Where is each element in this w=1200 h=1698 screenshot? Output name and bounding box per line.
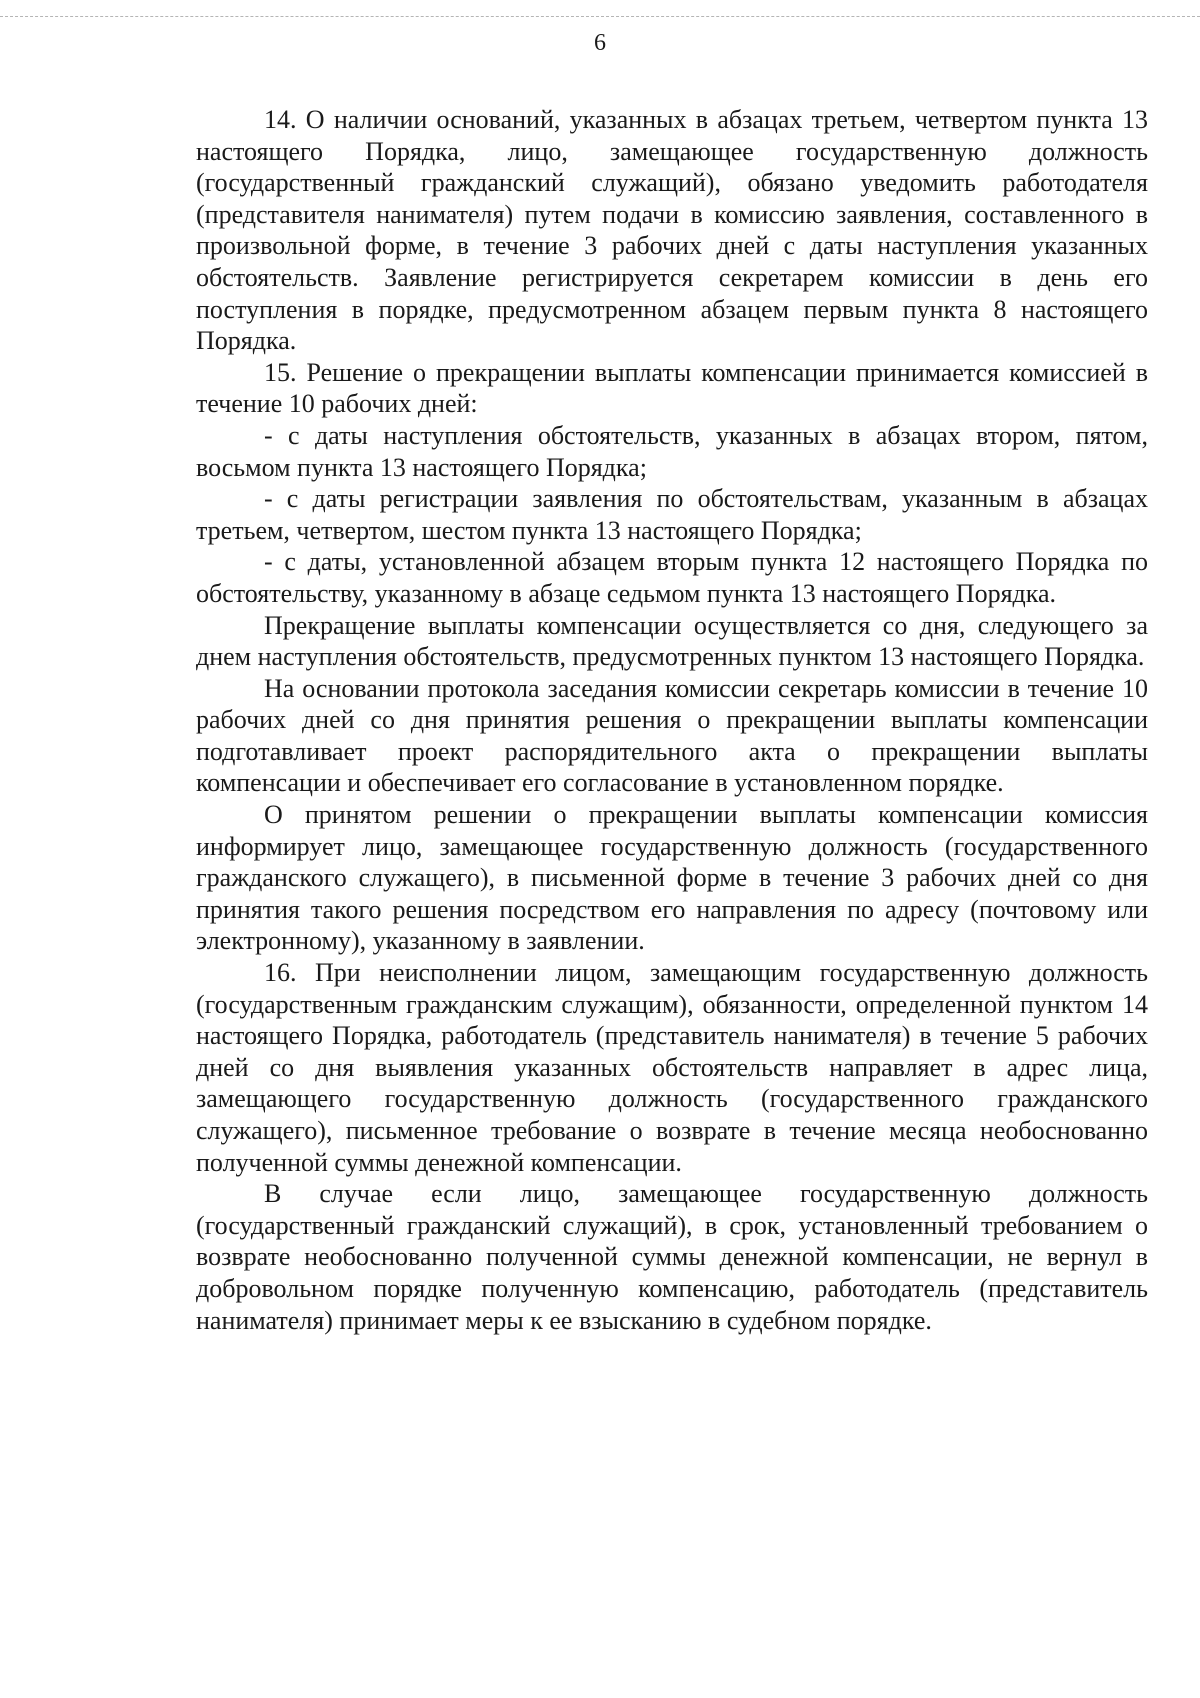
paragraph-protocol: На основании протокола заседания комиссии секретарь комиссии в течение 10 рабочих дней со дня принятия решения о прекращении выплаты компенсации подготавливает проект распорядительного акта о прекращении выплаты компенсации и обеспечивает его согласование в установленном порядке. (196, 673, 1148, 798)
scan-edge-line (0, 16, 1200, 17)
paragraph-termination-date: Прекращение выплаты компенсации осуществляется со дня, следующего за днем наступления обстоятельств, предусмотренных пунктом 13 настоящего Порядка. (196, 610, 1148, 672)
paragraph-15-item-1: - с даты наступления обстоятельств, указанных в абзацах втором, пятом, восьмом пункта 13 настоящего Порядка; (196, 420, 1148, 482)
paragraph-16: 16. При неисполнении лицом, замещающим государственную должность (государственным гражданским служащим), обязанности, определенной пунктом 14 настоящего Порядка, работодатель (представитель нанимателя) в течение 5 рабочих дней со дня выявления указанных обстоятельств направляет в адрес лица, замещающего государственную должность (государственного гражданского служащего), письменное требование о возврате в течение месяца необоснованно полученной суммы денежной компенсации. (196, 958, 1148, 1177)
paragraph-14: 14. О наличии оснований, указанных в абзацах третьем, четвертом пункта 13 настоящего Порядка, лицо, замещающее государственную должность (государственный гражданский служащий), обязано уведомить работодателя (представителя нанимателя) путем подачи в комиссию заявления, составленного в произвольной форме, в течение 3 рабочих дней с даты наступления указанных обстоятельств. Заявление регистрируется секретарем комиссии в день его поступления в порядке, предусмотренном абзацем первым пункта 8 настоящего Порядка. (196, 105, 1148, 356)
paragraph-15: 15. Решение о прекращении выплаты компенсации принимается комиссией в течение 10 рабочих дней: (196, 357, 1148, 419)
paragraph-15-item-3: - с даты, установленной абзацем вторым пункта 12 настоящего Порядка по обстоятельству, указанному в абзаце седьмом пункта 13 настоящего Порядка. (196, 547, 1148, 608)
paragraph-notification: О принятом решении о прекращении выплаты компенсации комиссия информирует лицо, замещающее государственную должность (государственного гражданского служащего), в письменной форме в течение 3 рабочих дней со дня принятия такого решения посредством его направления по адресу (почтовому или электронному), указанному в заявлении. (196, 800, 1148, 956)
page-number: 6 (594, 30, 606, 56)
paragraph-court-recovery: В случае если лицо, замещающее государственную должность (государственный гражданский служащий), в срок, установленный требованием о возврате необоснованно полученной суммы денежной компенсации, не вернул в добровольном порядке полученную компенсацию, работодатель (представитель нанимателя) принимает меры к ее взысканию в судебном порядке. (196, 1179, 1148, 1335)
document-body (196, 104, 1148, 1336)
paragraph-15-item-2: - с даты регистрации заявления по обстоятельствам, указанным в абзацах третьем, четвертом, шестом пункта 13 настоящего Порядка; (196, 484, 1148, 545)
